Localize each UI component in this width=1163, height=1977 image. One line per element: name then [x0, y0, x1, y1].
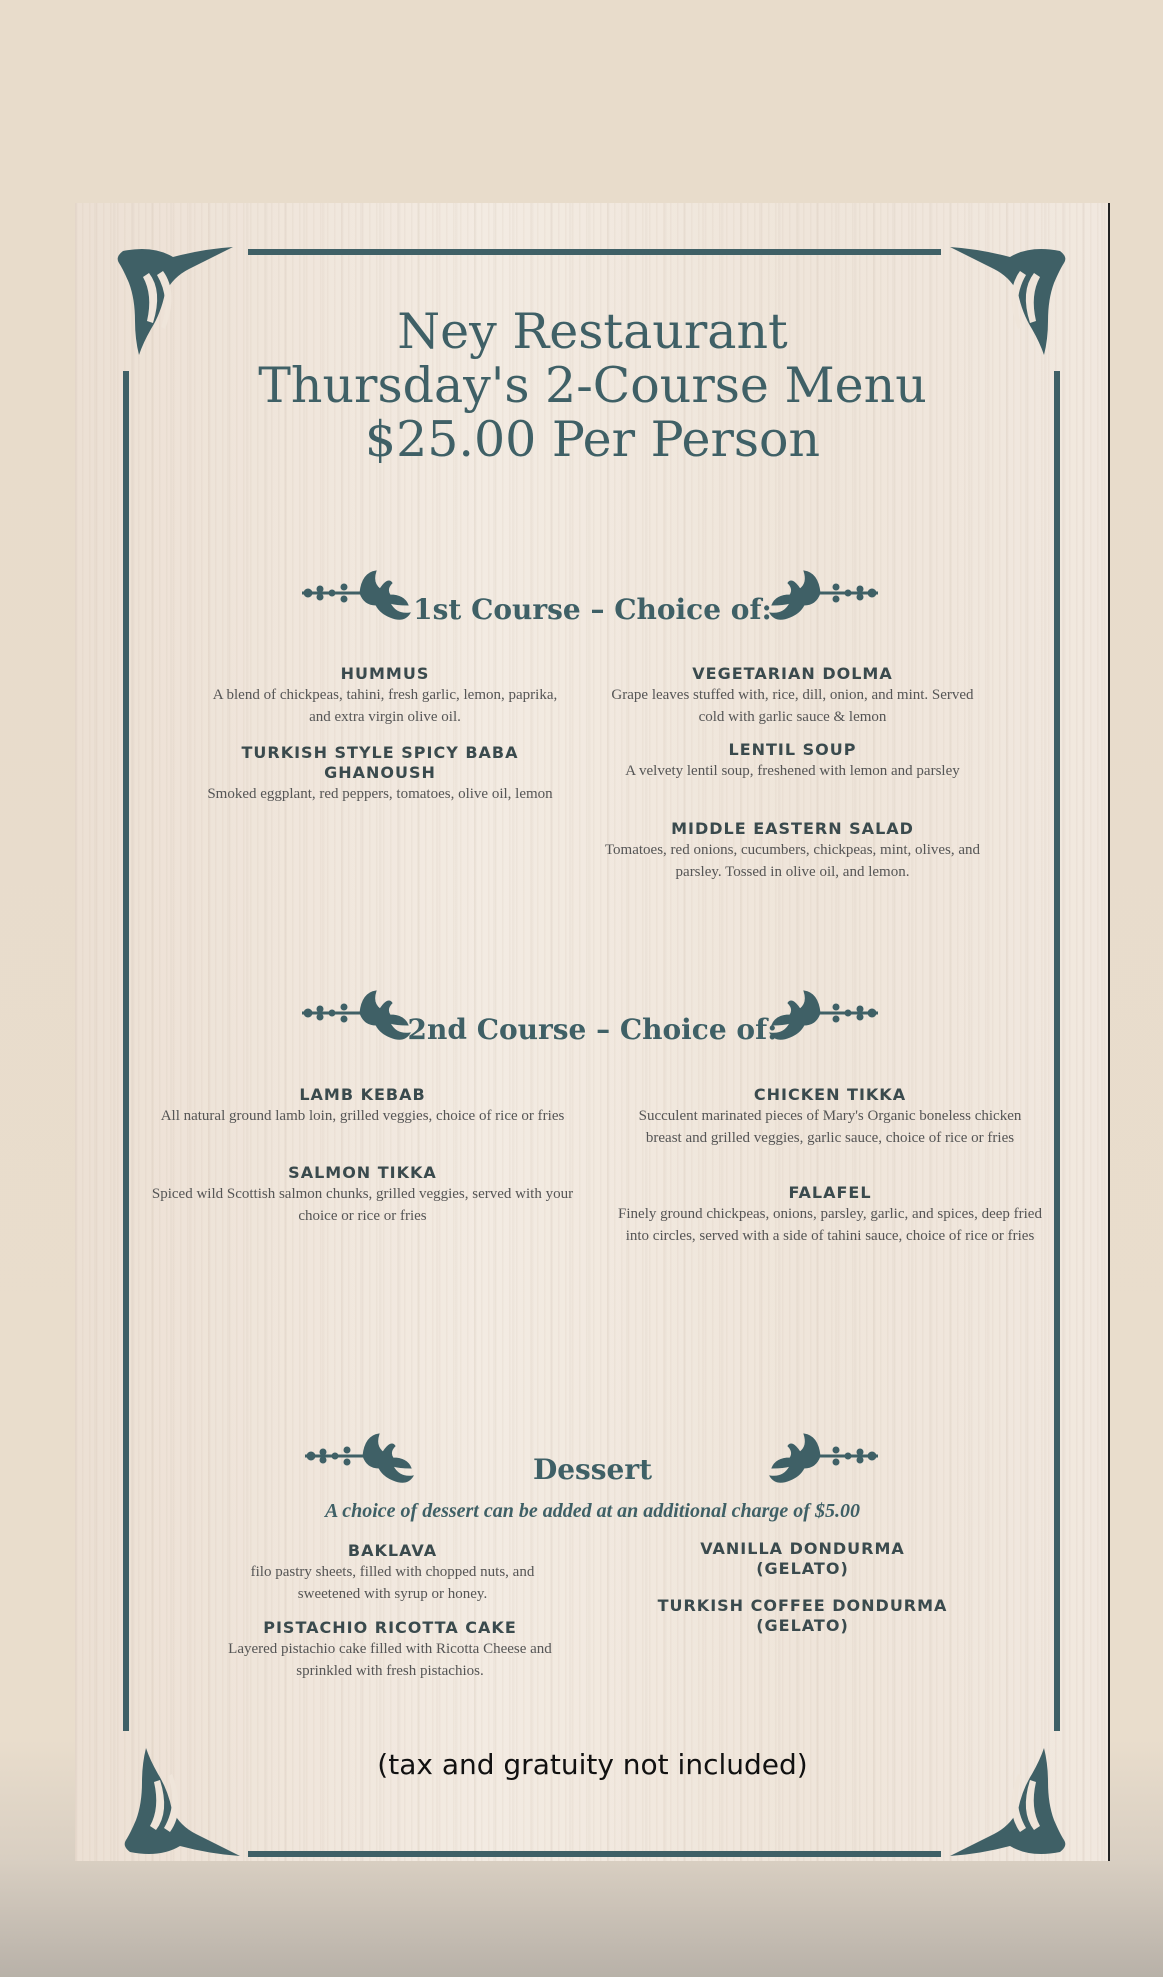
item-description: Smoked eggplant, red peppers, tomatoes, olive oil, lemon	[207, 786, 553, 802]
dessert-note: A choice of dessert can be added at an additional charge of $5.00	[325, 1500, 860, 1522]
item-name: VEGETARIAN DOLMA	[692, 664, 893, 683]
vine-flourish-right-icon	[760, 565, 880, 625]
item-description: A blend of chickpeas, tahini, fresh garlic, lemon, paprika, and extra virgin olive oil.	[212, 687, 558, 725]
restaurant-name: Ney Restaurant	[397, 303, 788, 360]
menu-title: Thursday's 2-Course Menu	[258, 357, 927, 414]
menu-item-turkish-coffee-dondurma	[635, 1596, 970, 1636]
menu-item-vanilla-dondurma	[675, 1539, 930, 1579]
item-description: All natural ground lamb loin, grilled veggies, choice of rice or fries	[160, 1108, 565, 1124]
menu-item-vegetarian-dolma	[600, 664, 985, 728]
first-course-heading: 1st Course – Choice of:	[413, 593, 772, 626]
vine-flourish-right-icon	[760, 1428, 880, 1488]
item-name: HUMMUS	[340, 664, 430, 683]
menu-item-salmon-tikka	[150, 1163, 575, 1227]
item-name: VANILLA DONDURMA (GELATO)	[700, 1539, 905, 1578]
item-description: Tomatoes, red onions, cucumbers, chickpeas, mint, olives, and parsley. Tossed in olive oil, and lemon.	[604, 842, 981, 880]
menu-item-middle-eastern-salad	[600, 819, 985, 883]
menu-item-chicken-tikka	[620, 1085, 1040, 1149]
second-course-heading: 2nd Course – Choice of:	[407, 1013, 778, 1046]
menu-item-falafel	[615, 1183, 1045, 1247]
menu-card	[75, 203, 1110, 1861]
item-name: SALMON TIKKA	[288, 1163, 437, 1182]
tax-gratuity-note: (tax and gratuity not included)	[377, 1748, 808, 1781]
item-description: A velvety lentil soup, freshened with lemon and parsley	[625, 763, 960, 779]
item-name: TURKISH STYLE SPICY BABA GHANOUSH	[241, 743, 519, 782]
item-description: Succulent marinated pieces of Mary's Organic boneless chicken breast and grilled veggies, garlic sauce, choice of rice or fries	[638, 1108, 1022, 1146]
item-name: MIDDLE EASTERN SALAD	[671, 819, 914, 838]
item-name: BAKLAVA	[347, 1541, 438, 1560]
frame-bottom-line	[248, 1851, 941, 1857]
item-name: PISTACHIO RICOTTA CAKE	[263, 1618, 517, 1637]
item-name: LAMB KEBAB	[299, 1085, 426, 1104]
menu-price: $25.00 Per Person	[364, 411, 821, 468]
item-name: LENTIL SOUP	[728, 740, 857, 759]
dessert-heading: Dessert	[532, 1453, 653, 1486]
vine-flourish-right-icon	[760, 985, 880, 1045]
item-description: filo pastry sheets, filled with chopped nuts, and sweetened with syrup or honey.	[250, 1564, 535, 1602]
item-description: Layered pistachio cake filled with Ricotta Cheese and sprinkled with fresh pistachios.	[228, 1641, 552, 1679]
item-description: Grape leaves stuffed with, rice, dill, onion, and mint. Served cold with garlic sauce & lemon	[611, 687, 974, 725]
item-name: CHICKEN TIKKA	[753, 1085, 907, 1104]
item-description: Spiced wild Scottish salmon chunks, grilled veggies, served with your choice or rice or fries	[151, 1186, 574, 1224]
menu-item-lentil-soup	[610, 740, 975, 782]
frame-left-line	[123, 371, 129, 1731]
menu-item-baklava	[220, 1541, 565, 1605]
frame-top-line	[248, 249, 941, 255]
menu-item-lamb-kebab	[150, 1085, 575, 1127]
frame-right-line	[1054, 371, 1060, 1731]
item-name: TURKISH COFFEE DONDURMA (GELATO)	[657, 1596, 948, 1635]
menu-item-baba-ghanoush	[200, 743, 560, 805]
menu-title-block	[75, 305, 1110, 467]
menu-item-hummus	[210, 664, 560, 728]
item-description: Finely ground chickpeas, onions, parsley, garlic, and spices, deep fried into circles, served with a side of tahini sauce, choice of rice or fries	[618, 1206, 1042, 1244]
menu-item-pistachio-ricotta-cake	[210, 1618, 570, 1682]
item-name: FALAFEL	[788, 1183, 872, 1202]
menu-card-edge	[1108, 203, 1110, 1861]
